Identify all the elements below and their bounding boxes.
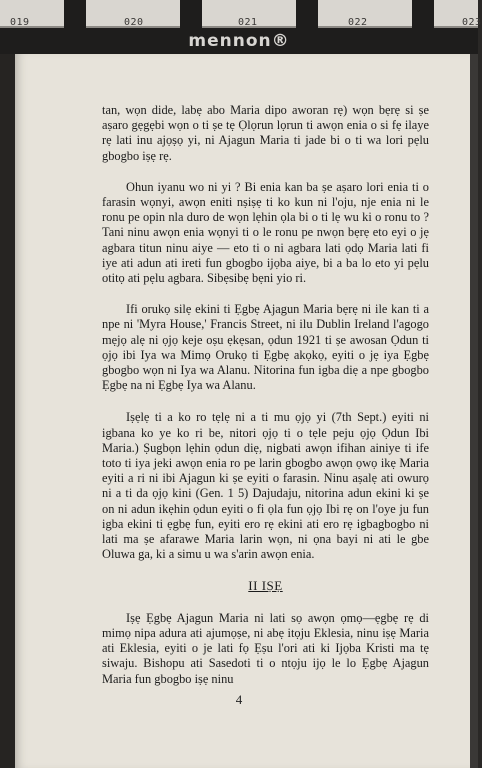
page-number: 4	[235, 692, 243, 707]
film-frame	[0, 0, 64, 28]
paragraph: Iṣẹ Ẹgbẹ Ajagun Maria ni lati sọ awọn ọmọ—ẹgbẹ rẹ di mimọ nipa adura ati ajumọṣe, ni abẹ itọju Eklesia, ninu iṣẹ Maria ati Eklesia, eyiti o je lati fọ Ẹṣu l'ori ati ki Ijọba Kristi ma tẹ siwaju. Bishopu ati Sasedoti ti o ntọju ijọ le lo Ẹgbẹ Ajagun Maria fun gbogbo iṣẹ ninu	[102, 610, 429, 686]
section-heading: II IṢẸ	[248, 578, 283, 594]
paragraph: Ohun iyanu wo ni yi ? Bi enia kan ba ṣe aṣaro lori enia ti o farasin wọnyi, awọn eniti nṣiṣẹ ti ko kun ni l'oju, nje enia ni le ronu pe opin nla duro de wọn lẹhin ọla bi o ti lẹ wu ki o ronu to ? Tani ninu awọn enia wọnyi ti o le ronu pe nwọn bẹrẹ eto eyi o jẹ agbara titun ninu aiye — eto ti o ni agbara lati ọdọ Maria lati fi iye ati adun ati ireti fun gbogbo ijọba aiye, bi a ba lo eto yi pẹlu otitọ ati pẹlu agbara. Sibẹsibẹ bẹni yio ri.	[102, 179, 429, 286]
scanner-brand-logo: mennon®	[188, 31, 290, 51]
scanner-strip	[0, 0, 482, 56]
frame-number: 019	[10, 17, 30, 28]
frame-number: 022	[348, 17, 368, 28]
paragraph: Iṣẹlẹ ti a ko ro tẹlẹ ni a ti mu ọjọ yi (7th Sept.) eyiti ni igbana ko ye ko ri be, nitori ọjọ ti o tẹle peju ọjọ Ọdun Ibi Maria.) Ṣugbọn lẹhin ọdun diẹ, nigbati awọn ifihan ainiye ti ife toto ti iya jeki awọn enia ro pe larin gbogbo awọn ọwọ ikẹ Maria eyiti a ri ni ibi Ajagun ki ṣe eyiti o farasin. Ninu aṣalẹ ati owurọ ni a ti da ọjọ kini (Gen. 1 5) Dajudaju, nitorina adun ekini ki ṣe on ni adun ikẹhin ọdun eyiti o fi ọla fun ọjọ Ibi rẹ on l'oye ju fun igba ekini ti ẹgbẹ fun, eyiti ero rẹ ekini ati ero rẹ igbagbogbo ni lati ma ṣe afarawe Maria larin wọn, ni ọna bayi ni ati le gbe Oluwa ga, ki a simu u wa s'arin awọn enia.	[102, 410, 429, 562]
frame-number: 023	[462, 17, 482, 28]
paragraph: Ifi orukọ silẹ ekini ti Ẹgbẹ Ajagun Maria bẹrẹ ni ile kan ti a npe ni 'Myra House,' Francis Street, ni ilu Dublin Ireland l'agogo mẹjọ alẹ ni ọjọ keje oṣu ẹkẹsan, ọdun 1921 ti ṣe awosan Ọdun ti ọjọ ibi Iya wa Mimọ Orukọ ti Ẹgbẹ akọkọ, eyiti o jẹ iya Ẹgbẹ gbogbo wọn ni Iya wa Alanu. Nitorina fun igba diẹ a npe gbogbo Ẹgbẹ na ni Ẹgbẹ Iya wa Alanu.	[102, 302, 429, 393]
page-left-margin	[0, 54, 15, 768]
film-frame	[434, 0, 482, 28]
film-frame	[202, 0, 296, 28]
frame-number: 021	[238, 17, 258, 28]
film-frame	[86, 0, 180, 28]
film-frame	[318, 0, 412, 28]
document-body	[102, 103, 429, 687]
paragraph: tan, wọn dide, labẹ abo Maria dipo aworan rẹ) wọn bẹrẹ si ṣe aṣaro gẹgẹbi wọn o ti ṣe tẹ Ọlọrun lọrun ti awọn enia o si fẹ ilaye rẹ lati inu ajọṣọ yi, ni Ajagun Maria ti jade bi o ti wa lori pẹlu gbogbo iṣẹ rẹ.	[102, 103, 429, 163]
frame-number: 020	[124, 17, 144, 28]
page-right-edge	[470, 54, 478, 768]
